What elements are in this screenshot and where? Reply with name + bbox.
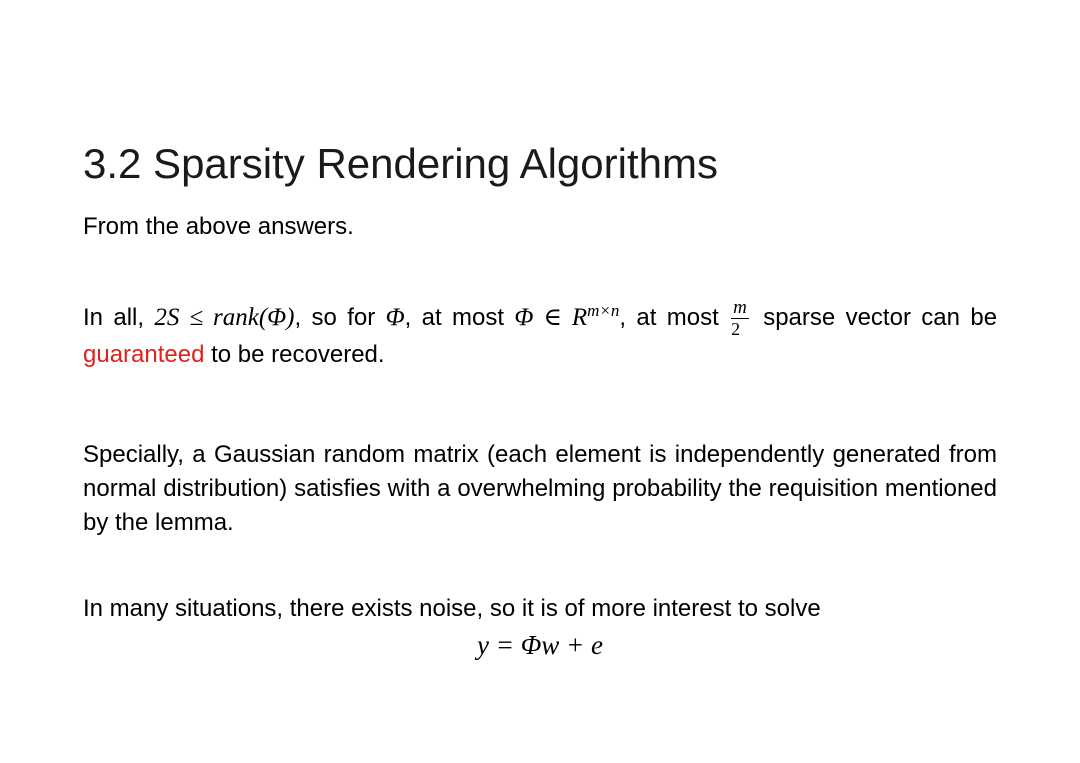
guaranteed-highlight: guaranteed (83, 341, 205, 368)
fraction-denominator: 2 (731, 319, 741, 339)
noise-equation: y = Φw + e (477, 630, 603, 660)
membership-base: Φ ∈ R (514, 304, 588, 331)
rank-mid3: , at most (619, 304, 730, 331)
rank-mid1: , so for (294, 304, 386, 331)
noise-paragraph: In many situations, there exists noise, so it is of more interest to solve (83, 595, 821, 622)
membership-dimensions: m×n (587, 301, 620, 320)
rank-inequality: 2S ≤ rank(Φ) (154, 304, 295, 331)
rank-paragraph (83, 298, 997, 372)
slide-title: 3.2 Sparsity Rendering Algorithms (83, 140, 718, 187)
rank-mid2: , at most (404, 304, 515, 331)
phi-symbol: Φ (385, 304, 405, 331)
rank-lead: In all, (83, 304, 155, 331)
fraction-m-over-2 (731, 298, 749, 338)
fraction-numerator: m (733, 297, 747, 318)
rank-tail-a: sparse vector can be (752, 304, 998, 331)
matrix-membership (514, 301, 620, 331)
gaussian-paragraph: Specially, a Gaussian random matrix (each element is independently generated from normal distribution) satisfies with a overwhelming probability the requisition mentioned by the lemma. (83, 441, 997, 536)
intro-text: From the above answers. (83, 213, 354, 240)
rank-tail-b: to be recovered. (204, 341, 385, 368)
